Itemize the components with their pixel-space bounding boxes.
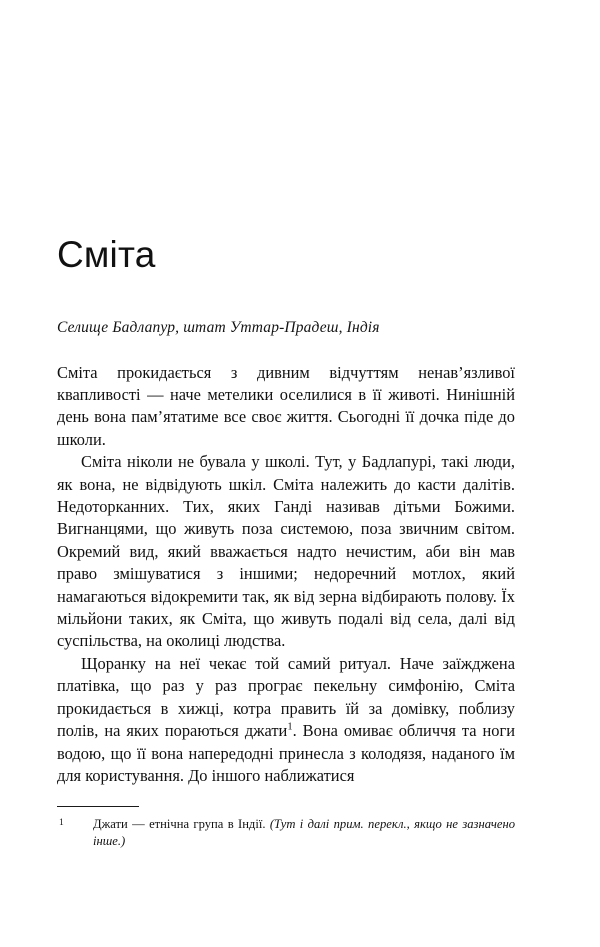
paragraph-2 <box>57 451 515 653</box>
footnote-item <box>57 816 515 851</box>
chapter-subtitle-location: Селище Бадлапур, штат Уттар-Прадеш, Індія <box>57 319 380 336</box>
page-content <box>57 236 515 787</box>
footnote-number: 1 <box>59 818 64 828</box>
footnote-translator-note: (Тут і далі прим. перекл., якщо не зазначено інше.) <box>93 817 515 849</box>
paragraph-1: Сміта прокидається з дивним відчуттям ненав’язливої квапливості — наче метелики оселилися в її животі. Нинішній день вона пам’ятатиме все своє життя. Сьогодні її дочка піде до школи. <box>57 362 515 449</box>
footnote-reference-marker[interactable]: 1 <box>287 721 293 733</box>
footnote-separator-rule <box>57 806 139 807</box>
paragraph-3-text-after-footnote: . Вона омиває обличчя та ноги водою, що її вона напередодні принесла з колодязя, наданого їм для користування. До іншого наближатися <box>57 721 515 785</box>
paragraph-3-text-before-footnote: Щоранку на неї чекає той самий ритуал. Наче заїжджена платівка, що раз у раз програє пекельну симфонію, Сміта прокидається в хижці, котра править їй за домівку, поблизу полів, на яких пораються джати <box>57 653 515 741</box>
paragraph-2-text: Сміта ніколи не бувала у школі. Тут, у Бадлапурі, такі люди, як вона, не відвідують шкіл. Сміта належить до касти далітів. Недоторканних. Тих, яких Ганді називав дітьми Божими. Вигнанцями, що живуть поза системою, поза звичним світом. Окремий вид, який вважається надто нечистим, аби він мав право змішуватися з іншими; недоречний мотлох, який намагаються відокремити так, як від зерна відбирають полову. Їх мільйони таких, як Сміта, що живуть подалі від села, далі від суспільства, на околиці людства. <box>57 452 515 651</box>
paragraph-3 <box>57 653 515 787</box>
chapter-title: Сміта <box>57 234 156 275</box>
footnote-text: Джати — етнічна група в Індії. <box>93 817 270 831</box>
body-text-block <box>57 362 515 788</box>
footnote-area <box>57 806 515 851</box>
